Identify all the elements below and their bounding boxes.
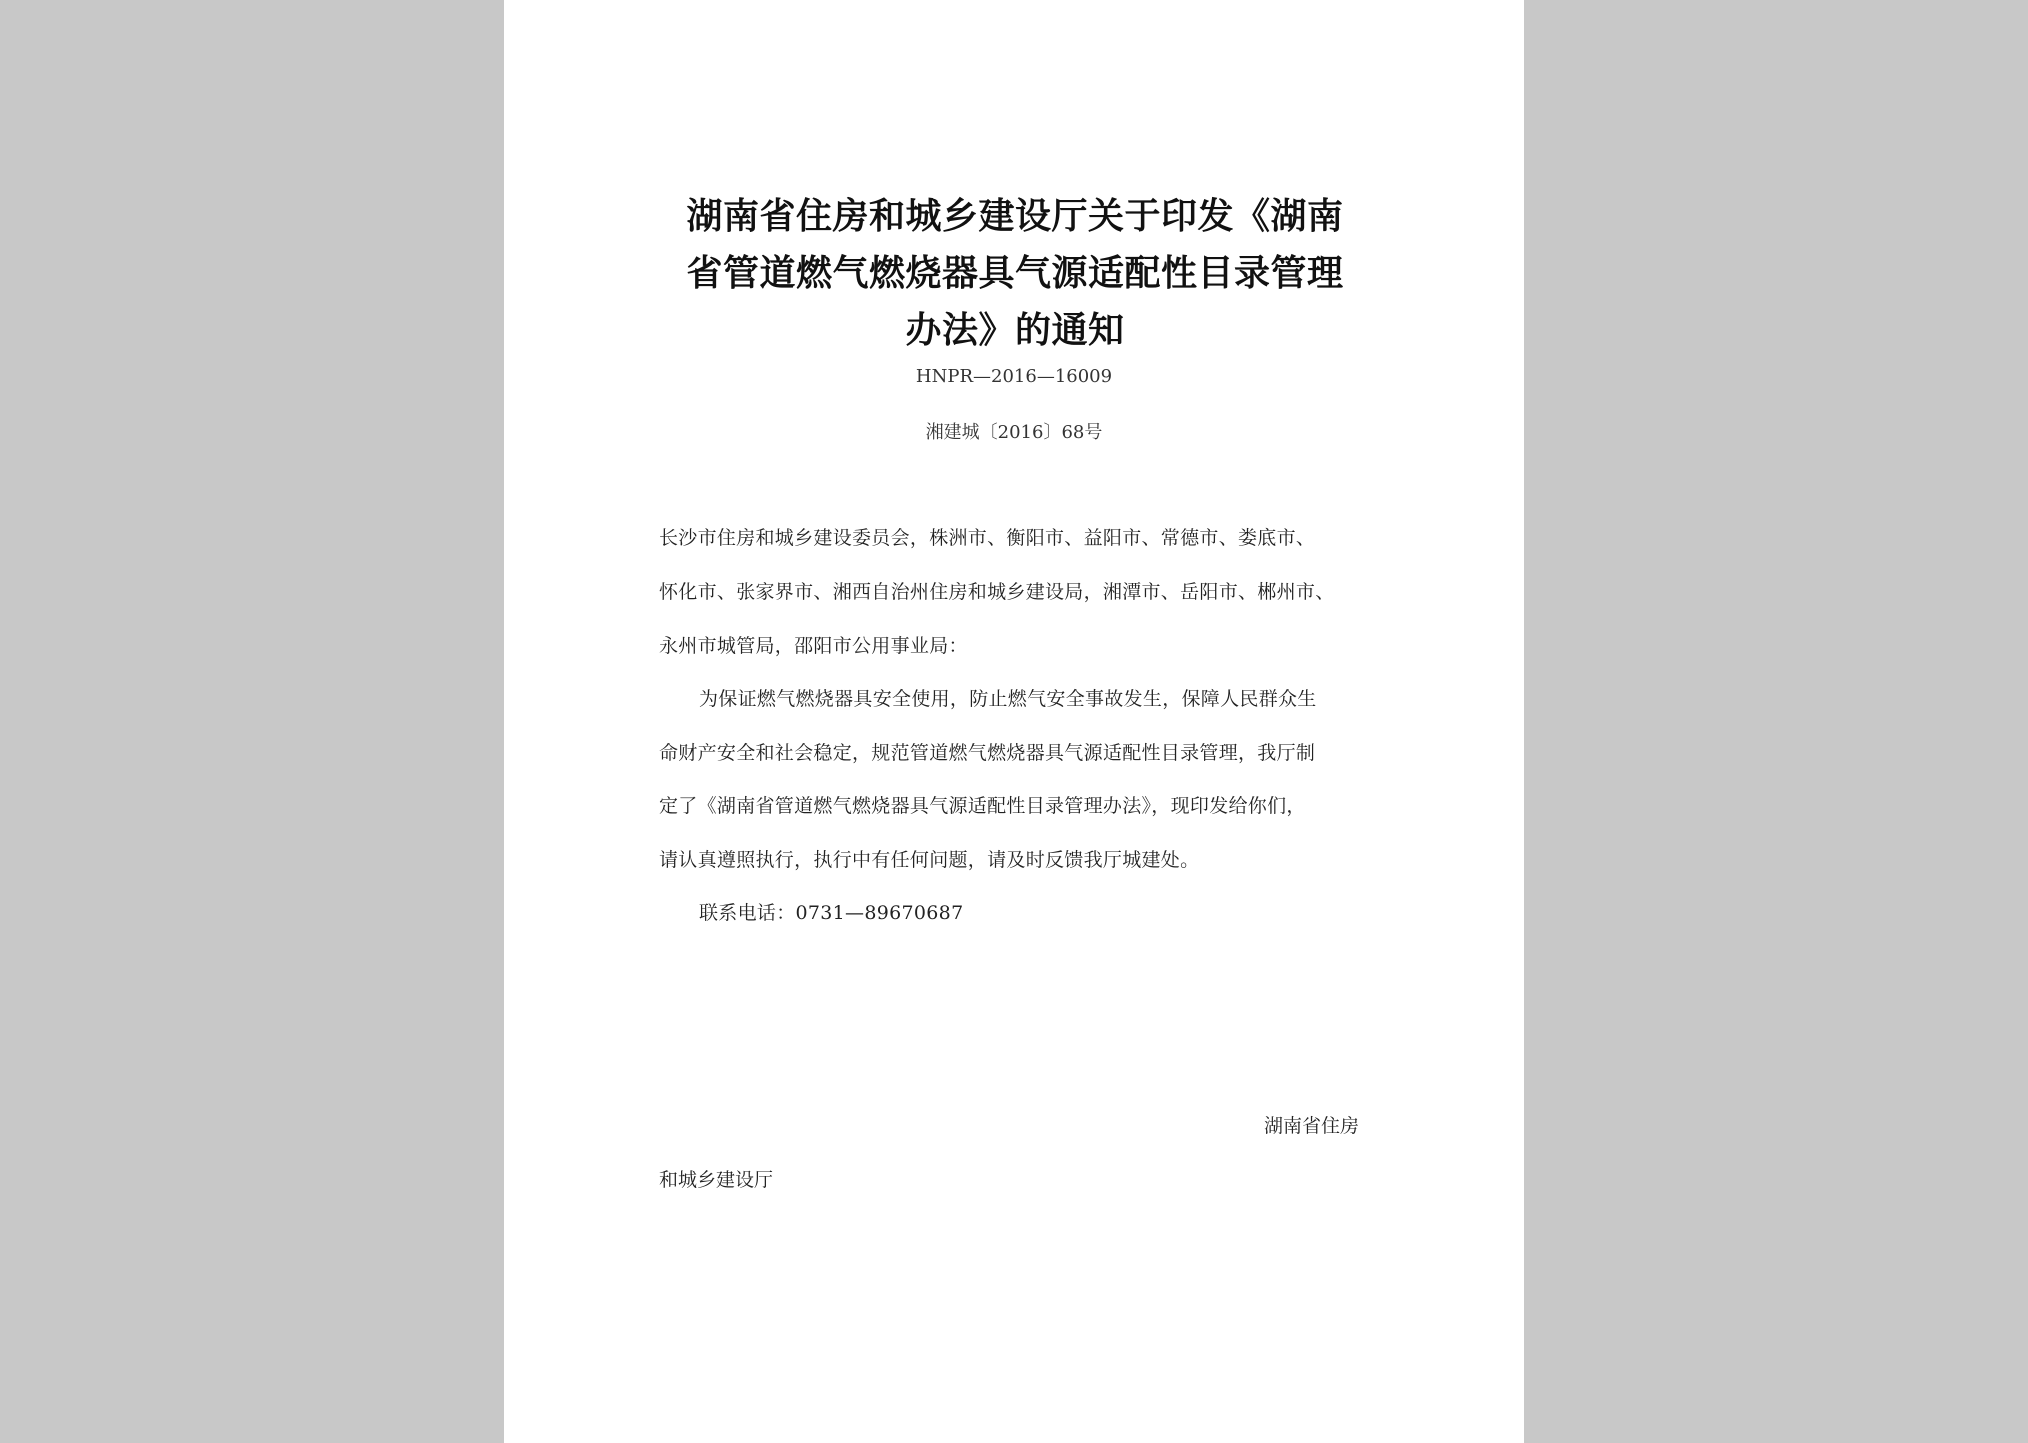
body-line: 命财产安全和社会稳定，规范管道燃气燃烧器具气源适配性目录管理，我厅制: [659, 742, 1316, 764]
title-line: 湖南省住房和城乡建设厅关于印发《湖南: [686, 196, 1344, 237]
contact-line: 联系电话：0731—89670687: [699, 902, 964, 924]
recipients-line: 长沙市住房和城乡建设委员会，株洲市、衡阳市、益阳市、常德市、娄底市、: [659, 527, 1316, 549]
document-page: [504, 0, 1524, 1443]
signature-line: 和城乡建设厅: [659, 1169, 774, 1191]
title-line: 省管道燃气燃烧器具气源适配性目录管理: [686, 253, 1344, 294]
document-code: HNPR—2016—16009: [915, 366, 1113, 387]
recipients-line: 永州市城管局，邵阳市公用事业局：: [659, 635, 968, 657]
body-line: 为保证燃气燃烧器具安全使用，防止燃气安全事故发生，保障人民群众生: [699, 688, 1317, 710]
title-line: 办法》的通知: [905, 310, 1125, 351]
body-line: 请认真遵照执行，执行中有任何问题，请及时反馈我厅城建处。: [659, 849, 1200, 871]
document-title: [659, 188, 1371, 359]
recipients-line: 怀化市、张家界市、湘西自治州住房和城乡建设局，湘潭市、岳阳市、郴州市、: [659, 581, 1335, 603]
document-number: 湘建城〔2016〕68号: [925, 422, 1103, 443]
signature-line: 湖南省住房: [1264, 1115, 1360, 1137]
body-line: 定了《湖南省管道燃气燃烧器具气源适配性目录管理办法》，现印发给你们，: [659, 795, 1306, 817]
